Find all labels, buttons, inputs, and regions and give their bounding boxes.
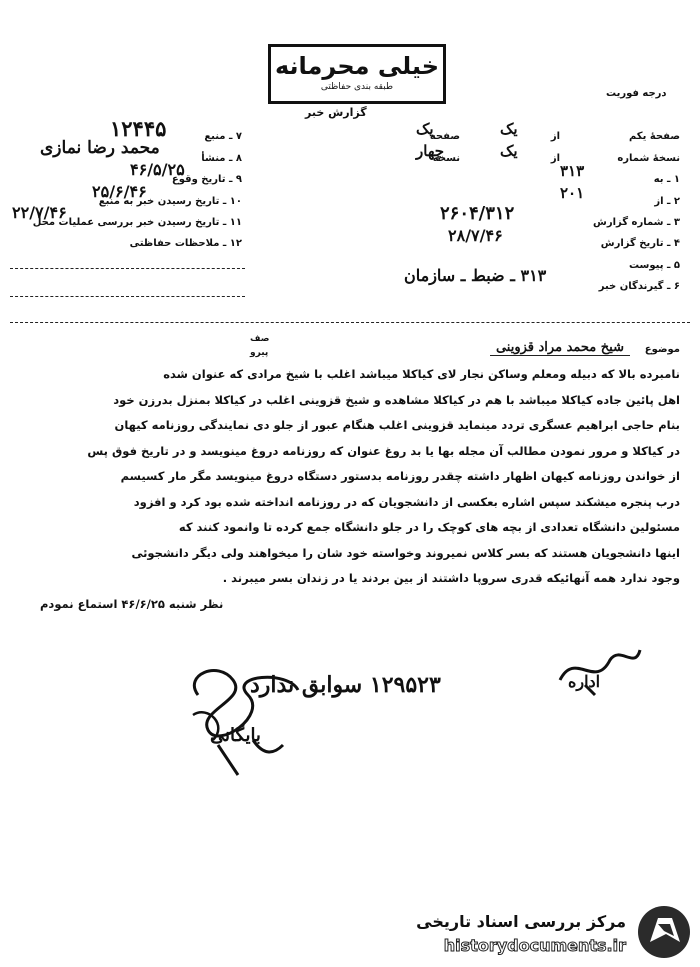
field-to-value: ۳۱۳: [560, 162, 585, 180]
body-line: نامبرده بالا که دبیله ومعلم وساکن نجار لای کیاکلا میباشد اغلب با شیخ مرادی که عنوان شده: [163, 367, 680, 381]
field-recipients-label: ۶ ـ گیرندگان خبر: [598, 281, 680, 292]
divider: [10, 322, 690, 323]
subject-block: [250, 330, 680, 358]
body-line: بنام حاجی ابراهیم عسگری تردد مینماید قزوینی اغلب هنگام عبور از جلو دی نمایندگی روزنامه کیهان: [114, 418, 680, 432]
page-number-of: از: [550, 131, 560, 142]
copy-number-end: نسخه: [432, 153, 460, 164]
body-line: در کیاکلا و مرور نمودن مطالب آن مجله بها یا بد روغ عنوان که روزنامه دروغ مینویسد و در تاریخ فوق پس: [87, 443, 680, 458]
watermark-url: historydocuments.ir: [443, 936, 626, 955]
body-line: نظر شنبه ۴۶/۶/۲۵ استماع نمودم: [40, 596, 224, 611]
body-line: مسئولین دانشگاه تعدادی از بچه های کوچک را در جلو دانشگاه جمع کرده تا وانمود کنند که: [178, 520, 680, 534]
field-received-ops-label: ۱۱ ـ تاریخ رسیدن خبر بررسی عملیات محل: [32, 217, 242, 228]
field-report-date-value: ۲۸/۷/۴۶: [448, 226, 503, 245]
signature-left-text: بایگانی: [210, 725, 261, 746]
field-origin-value: محمد رضا نمازی: [40, 138, 160, 158]
report-body: [20, 362, 680, 617]
field-origin-label: ۸ ـ منشأ: [201, 153, 242, 164]
copy-number-label: نسخهٔ شماره: [617, 153, 680, 164]
divider: [10, 296, 245, 297]
field-occurrence-date-value: ۴۶/۵/۲۵: [130, 160, 185, 179]
body-line: اهل پائین جاده کیاکلا میباشد با هم در کیاکلا مشاهده و شیخ قزوینی اغلب در کیاکلا بمنزل بدرزن خود: [113, 392, 680, 407]
signature-right-text: اداره: [568, 672, 601, 691]
field-from-value: ۲۰۱: [560, 184, 585, 202]
signature-scrawl-left: [178, 655, 318, 780]
page-number-hand: یک: [500, 120, 518, 138]
field-attachment-label: ۵ ـ پیوست: [628, 260, 680, 271]
body-line: درب پنجره میشکند سپس اشاره بعکسی از دانشجویان که در روزنامه انداخته شده بود کرد و افزود: [133, 494, 680, 509]
subject-annotation-top: صف: [250, 334, 270, 344]
watermark-name: مرکز بررسی اسناد تاریخی: [416, 912, 626, 931]
copy-number-of: از: [550, 153, 560, 164]
field-report-number-label: ۳ ـ شماره گزارش: [593, 217, 680, 228]
body-line: اینها دانشجویان هستند که بسر کلاس نمیروند وخواسته خود شان را میخواهند ولی دیگر دانشجوئی: [131, 545, 680, 560]
subject-value: شیخ محمد مراد قزوینی: [490, 340, 630, 356]
field-received-source-value: ۲۵/۶/۴۶: [92, 182, 147, 201]
page-number-label: صفحهٔ یکم: [628, 131, 680, 142]
page-total-hand: یک: [416, 120, 434, 138]
copy-total-hand: چهار: [416, 142, 445, 160]
copy-number-hand: یک: [500, 142, 518, 160]
signature-scrawl-right: [555, 640, 645, 700]
classification-caption: طبقه بندی حفاظتی: [320, 82, 394, 92]
field-report-number-value: ۲۶۰۴/۳۱۲: [440, 203, 515, 224]
field-to-label: ۱ ـ به: [653, 174, 680, 185]
watermark-logo-icon: [636, 904, 692, 960]
field-source-value: ۱۲۴۴۵: [110, 116, 167, 141]
field-from-label: ۲ ـ از: [654, 196, 680, 207]
subject-label: موضوع: [644, 344, 680, 355]
field-source-label: ۷ ـ منبع: [204, 131, 242, 142]
classification-text: خیلی محرمانه: [274, 52, 440, 80]
page-number-end: صفحه: [429, 131, 460, 142]
subject-annotation-bottom: پیرو: [250, 348, 269, 358]
divider: [10, 268, 245, 269]
body-line: از خواندن روزنامه کیهان اظهار داشته چقدر روزنامه بدستور دستگاه دروغ مینویسد مگر مار کسیسم: [120, 469, 680, 483]
field-recipients-value: ۳۱۳ ـ ضبط ـ سازمان: [404, 266, 547, 285]
handwritten-note: ۱۲۹۵۲۳ سوابق ندارد: [250, 672, 441, 698]
field-security-notes-label: ۱۲ ـ ملاحظات حفاظتی: [129, 238, 242, 249]
field-received-ops-value: ۲۲/۷/۴۶: [12, 203, 67, 222]
classification-stamp: [268, 44, 446, 104]
field-occurrence-date-label: ۹ ـ تاریخ وقوع: [171, 174, 242, 185]
report-title: گزارش خبر: [305, 106, 367, 119]
field-received-source-label: ۱۰ ـ تاریخ رسیدن خبر به منبع: [98, 196, 242, 207]
body-line: وجود ندارد همه آنهائیکه قدری سروپا داشتند از بین بردند یا در زندان بسر میبرند .: [222, 571, 680, 585]
field-report-date-label: ۴ ـ تاریخ گزارش: [600, 238, 680, 249]
urgency-label: درجه فوریت: [606, 88, 667, 99]
